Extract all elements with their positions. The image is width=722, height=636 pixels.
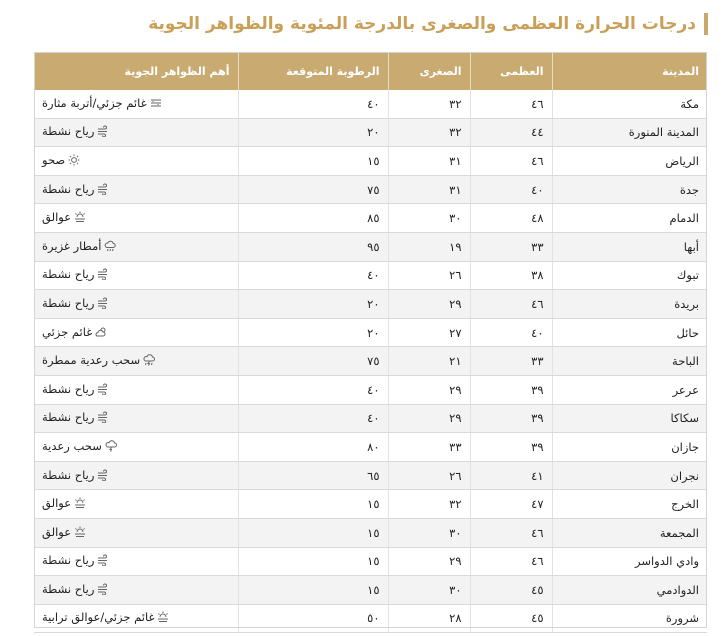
wind-icon (97, 469, 109, 481)
phenomena-label: رياح نشطة (42, 553, 95, 568)
min-temp-cell: ٣٠ (388, 518, 470, 547)
humidity-cell: ٥٠ (238, 604, 388, 633)
column-header-max: العظمى (470, 52, 552, 90)
min-temp-cell: ٢١ (388, 347, 470, 376)
phenomena-cell (34, 290, 238, 319)
city-cell: بريدة (552, 290, 707, 319)
min-temp-cell: ٣٢ (388, 118, 470, 147)
phenomena-content (42, 96, 162, 110)
thunder-icon (105, 440, 117, 452)
phenomena-label: رياح نشطة (42, 410, 95, 425)
humidity-cell: ١٥ (238, 576, 388, 605)
phenomena-cell (34, 404, 238, 433)
max-temp-cell: ٤٨ (470, 204, 552, 233)
min-temp-cell: ٢٩ (388, 404, 470, 433)
humidity-cell: ٧٥ (238, 175, 388, 204)
phenomena-content (42, 610, 169, 624)
phenomena-content (42, 267, 109, 281)
phenomena-content (42, 353, 155, 367)
city-cell: وادي الدواسر (552, 547, 707, 576)
humidity-cell: ٢٠ (238, 118, 388, 147)
min-temp-cell: ٢٨ (388, 604, 470, 633)
max-temp-cell: ٤٧ (470, 490, 552, 519)
min-temp-cell: ٣٠ (388, 204, 470, 233)
dust-icon (150, 97, 162, 109)
phenomena-cell (34, 318, 238, 347)
phenomena-cell (34, 576, 238, 605)
table-row (34, 90, 707, 118)
table-row (34, 347, 707, 376)
humidity-cell: ١٥ (238, 518, 388, 547)
min-temp-cell: ٢٧ (388, 318, 470, 347)
phenomena-content (42, 553, 109, 567)
haze-icon (157, 611, 169, 623)
phenomena-cell (34, 347, 238, 376)
max-temp-cell: ٣٨ (470, 261, 552, 290)
city-cell: الخرج (552, 490, 707, 519)
phenomena-cell (34, 461, 238, 490)
table-row (34, 175, 707, 204)
humidity-cell: ٢٠ (238, 318, 388, 347)
phenomena-label: رياح نشطة (42, 381, 95, 396)
phenomena-cell (34, 547, 238, 576)
min-temp-cell: ٢٩ (388, 290, 470, 319)
phenomena-content (42, 439, 117, 453)
city-cell: شرورة (552, 604, 707, 633)
max-temp-cell: ٣٩ (470, 404, 552, 433)
max-temp-cell: ٤٦ (470, 147, 552, 176)
max-temp-cell: ٤٠ (470, 318, 552, 347)
wind-icon (97, 383, 109, 395)
phenomena-content (42, 468, 109, 482)
min-temp-cell: ٣٢ (388, 90, 470, 118)
humidity-cell: ١٥ (238, 147, 388, 176)
phenomena-cell (34, 375, 238, 404)
city-cell: الدمام (552, 204, 707, 233)
phenomena-label: صحو (42, 152, 66, 167)
table-header-row (34, 52, 707, 90)
min-temp-cell: ٢٦ (388, 461, 470, 490)
phenomena-cell (34, 261, 238, 290)
max-temp-cell: ٤٤ (470, 118, 552, 147)
phenomena-label: غائم جزئي/أتربة مثارة (42, 95, 147, 110)
phenomena-content (42, 382, 109, 396)
city-cell: سكاكا (552, 404, 707, 433)
max-temp-cell: ٣٩ (470, 433, 552, 462)
humidity-cell: ٤٠ (238, 375, 388, 404)
table-row (34, 147, 707, 176)
table-row (34, 204, 707, 233)
partly-cloudy-icon (95, 326, 107, 338)
wind-icon (97, 297, 109, 309)
wind-icon (97, 125, 109, 137)
city-cell: الباحة (552, 347, 707, 376)
table-row (34, 318, 707, 347)
humidity-cell: ١٥ (238, 547, 388, 576)
city-cell: مكة (552, 90, 707, 118)
phenomena-content (42, 182, 109, 196)
city-cell: جازان (552, 433, 707, 462)
max-temp-cell: ٣٣ (470, 232, 552, 261)
humidity-cell: ٢٠ (238, 290, 388, 319)
weather-table (34, 52, 707, 633)
humidity-cell: ٤٠ (238, 90, 388, 118)
phenomena-cell (34, 604, 238, 633)
phenomena-cell (34, 175, 238, 204)
min-temp-cell: ٣٣ (388, 433, 470, 462)
min-temp-cell: ٣٢ (388, 490, 470, 519)
city-cell: عرعر (552, 375, 707, 404)
phenomena-cell (34, 232, 238, 261)
min-temp-cell: ١٩ (388, 232, 470, 261)
humidity-cell: ٩٥ (238, 232, 388, 261)
haze-icon (74, 497, 86, 509)
phenomena-label: عوالق (42, 210, 72, 225)
phenomena-content (42, 239, 116, 253)
column-header-phenomena: أهم الظواهر الجوية (34, 52, 238, 90)
city-cell: تبوك (552, 261, 707, 290)
phenomena-content (42, 153, 80, 167)
min-temp-cell: ٣١ (388, 147, 470, 176)
phenomena-content (42, 124, 109, 138)
min-temp-cell: ٢٦ (388, 261, 470, 290)
phenomena-content (42, 496, 86, 510)
max-temp-cell: ٤٥ (470, 576, 552, 605)
haze-icon (74, 526, 86, 538)
phenomena-label: رياح نشطة (42, 124, 95, 139)
phenomena-label: سحب رعدية ممطرة (42, 353, 141, 368)
phenomena-content (42, 410, 109, 424)
min-temp-cell: ٣٠ (388, 576, 470, 605)
max-temp-cell: ٤٥ (470, 604, 552, 633)
city-cell: نجران (552, 461, 707, 490)
min-temp-cell: ٢٩ (388, 375, 470, 404)
phenomena-content (42, 525, 86, 539)
city-cell: أبها (552, 232, 707, 261)
table-row (34, 433, 707, 462)
haze-icon (74, 211, 86, 223)
city-cell: المجمعة (552, 518, 707, 547)
phenomena-content (42, 325, 107, 339)
phenomena-cell (34, 90, 238, 118)
table-row (34, 261, 707, 290)
max-temp-cell: ٤١ (470, 461, 552, 490)
humidity-cell: ٨٥ (238, 204, 388, 233)
humidity-cell: ٨٠ (238, 433, 388, 462)
phenomena-label: غائم جزئي (42, 324, 93, 339)
title-accent-bar (704, 13, 708, 35)
table-row (34, 604, 707, 633)
phenomena-label: رياح نشطة (42, 267, 95, 282)
city-cell: جدة (552, 175, 707, 204)
max-temp-cell: ٤٦ (470, 518, 552, 547)
phenomena-label: غائم جزئي/عوالق ترابية (42, 610, 155, 625)
wind-icon (97, 583, 109, 595)
city-cell: المدينة المنورة (552, 118, 707, 147)
phenomena-cell (34, 490, 238, 519)
humidity-cell: ٤٠ (238, 261, 388, 290)
table-row (34, 375, 707, 404)
table-row (34, 576, 707, 605)
title-row (14, 10, 708, 38)
column-header-min: الصغرى (388, 52, 470, 90)
humidity-cell: ٤٠ (238, 404, 388, 433)
max-temp-cell: ٤٦ (470, 90, 552, 118)
table-row (34, 118, 707, 147)
phenomena-label: أمطار غزيرة (42, 238, 102, 253)
city-cell: حائل (552, 318, 707, 347)
phenomena-cell (34, 204, 238, 233)
phenomena-cell (34, 518, 238, 547)
phenomena-cell (34, 147, 238, 176)
table-row (34, 232, 707, 261)
wind-icon (97, 183, 109, 195)
phenomena-cell (34, 433, 238, 462)
wind-icon (97, 268, 109, 280)
city-cell: الرياض (552, 147, 707, 176)
phenomena-content (42, 296, 109, 310)
column-header-city: المدينة (552, 52, 707, 90)
phenomena-label: رياح نشطة (42, 181, 95, 196)
max-temp-cell: ٤٦ (470, 547, 552, 576)
table-row (34, 490, 707, 519)
phenomena-label: رياح نشطة (42, 295, 95, 310)
page-title: درجات الحرارة العظمى والصغرى بالدرجة المئوية والظواهر الجوية (148, 14, 696, 34)
min-temp-cell: ٢٩ (388, 547, 470, 576)
storm-rain-icon (143, 354, 155, 366)
table-row (34, 290, 707, 319)
max-temp-cell: ٣٩ (470, 375, 552, 404)
city-cell: الدوادمي (552, 576, 707, 605)
max-temp-cell: ٤٠ (470, 175, 552, 204)
phenomena-content (42, 210, 86, 224)
phenomena-label: عوالق (42, 496, 72, 511)
humidity-cell: ٦٥ (238, 461, 388, 490)
phenomena-label: رياح نشطة (42, 467, 95, 482)
phenomena-cell (34, 118, 238, 147)
wind-icon (97, 554, 109, 566)
table-row (34, 547, 707, 576)
wind-icon (97, 411, 109, 423)
table-row (34, 518, 707, 547)
min-temp-cell: ٣١ (388, 175, 470, 204)
table-row (34, 404, 707, 433)
humidity-cell: ٧٥ (238, 347, 388, 376)
humidity-cell: ١٥ (238, 490, 388, 519)
max-temp-cell: ٤٦ (470, 290, 552, 319)
phenomena-label: رياح نشطة (42, 581, 95, 596)
table-row (34, 461, 707, 490)
rain-icon (104, 240, 116, 252)
phenomena-content (42, 582, 109, 596)
max-temp-cell: ٣٣ (470, 347, 552, 376)
sun-icon (68, 154, 80, 166)
phenomena-label: عوالق (42, 524, 72, 539)
column-header-humidity: الرطوبة المتوقعة (238, 52, 388, 90)
phenomena-label: سحب رعدية (42, 438, 102, 453)
